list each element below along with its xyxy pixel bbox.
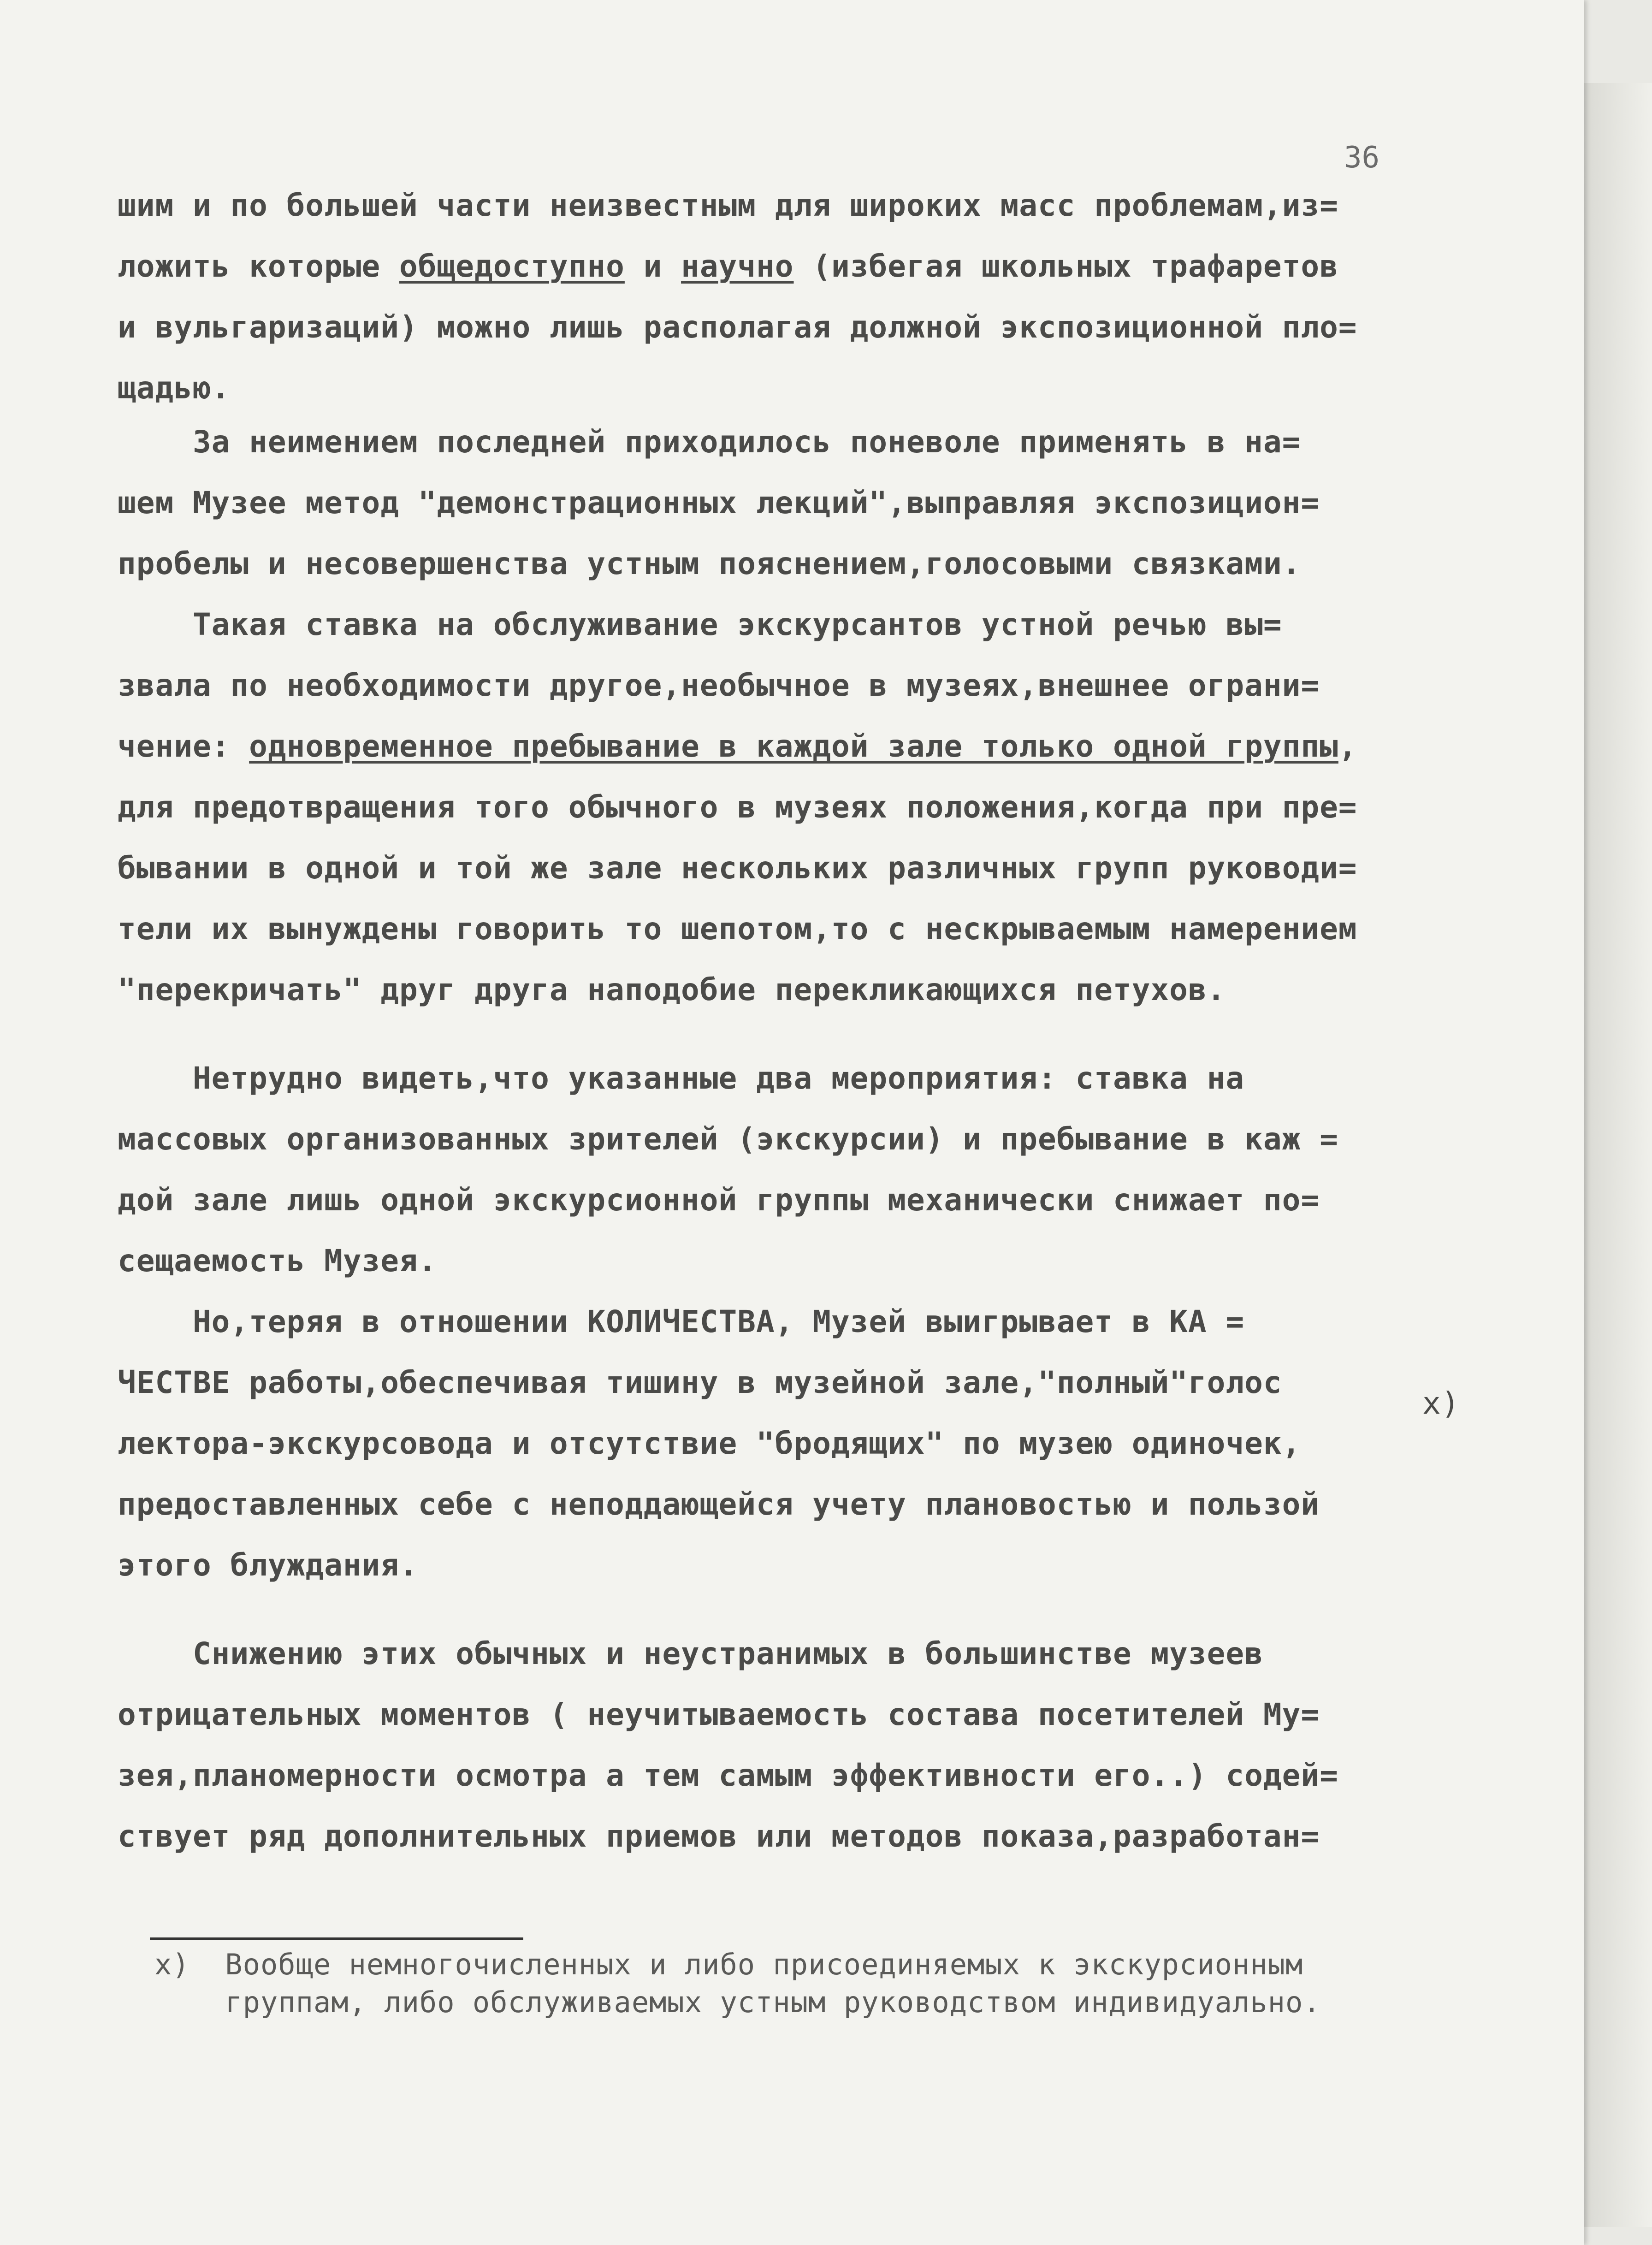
underlined-phrase: одновременное пребывание в каждой зале только одной группы bbox=[249, 729, 1338, 764]
underlined-word: научно bbox=[681, 249, 794, 284]
text-line: звала по необходимости другое,необычное в музеях,внешнее ограни= bbox=[118, 668, 1320, 703]
text-line: и вульгаризаций) можно лишь располагая должной экспозиционной пло= bbox=[118, 309, 1357, 345]
text-line: ложить которые общедоступно и научно (избегая школьных трафаретов bbox=[118, 249, 1338, 284]
text-line: этого блуждания. bbox=[118, 1547, 418, 1583]
text-line: для предотвращения того обычного в музеях положения,когда при пре= bbox=[118, 789, 1357, 825]
main-text bbox=[118, 175, 1460, 1867]
text-line: сещаемость Музея. bbox=[118, 1243, 437, 1279]
footnote bbox=[154, 1946, 1515, 2021]
footnote-marker: x) bbox=[1422, 1386, 1460, 1421]
text-line: "перекричать" друг друга наподобие перекликающихся петухов. bbox=[118, 972, 1226, 1007]
footnote-line: группам, либо обслуживаемых устным руководством индивидуально. bbox=[154, 1985, 1321, 2019]
text-line: Снижению этих обычных и неустранимых в большинстве музеев bbox=[118, 1636, 1263, 1671]
text-line: пробелы и несовершенства устным пояснением,голосовыми связками. bbox=[118, 546, 1301, 581]
text-line: Но,теряя в отношении КОЛИЧЕСТВА, Музей выигрывает в КА = bbox=[118, 1304, 1245, 1339]
underlying-sheet-edge bbox=[1577, 83, 1652, 2227]
text-line: предоставленных себе с неподдающейся учету плановостью и пользой bbox=[118, 1487, 1320, 1522]
text-line: Такая ставка на обслуживание экскурсантов устной речью вы= bbox=[118, 607, 1282, 642]
underlined-word: общедоступно bbox=[399, 249, 625, 284]
text-line: дой зале лишь одной экскурсионной группы механически снижает по= bbox=[118, 1182, 1320, 1218]
text-line: шем Музее метод "демонстрационных лекций",выправляя экспозицион= bbox=[118, 485, 1320, 521]
footnote-line: x) Вообще немногочисленных и либо присоединяемых к экскурсионным bbox=[154, 1948, 1303, 1981]
text-line: бывании в одной и той же зале нескольких различных групп руководи= bbox=[118, 850, 1357, 886]
text-line: чение: одновременное пребывание в каждой зале только одной группы, bbox=[118, 729, 1357, 764]
text-line: ствует ряд дополнительных приемов или методов показа,разработан= bbox=[118, 1819, 1320, 1854]
text-line: щадью. bbox=[118, 370, 231, 406]
text-line: зея,планомерности осмотра а тем самым эффективности его..) содей= bbox=[118, 1758, 1338, 1793]
footnote-divider bbox=[150, 1937, 523, 1940]
text-line: За неимением последней приходилось поневоле применять в на= bbox=[118, 424, 1301, 460]
text-line: Нетрудно видеть,что указанные два мероприятия: ставка на bbox=[118, 1060, 1245, 1096]
text-line: ЧЕСТВЕ работы,обеспечивая тишину в музейной зале,"полный"голос x) bbox=[118, 1352, 1455, 1413]
text-line: шим и по большей части неизвестным для широких масс проблемам,из= bbox=[118, 188, 1338, 223]
text-line: тели их вынуждены говорить то шепотом,то с нескрываемым намерением bbox=[118, 911, 1357, 947]
text-line: массовых организованных зрителей (экскурсии) и пребывание в каж = bbox=[118, 1121, 1338, 1157]
text-line: лектора-экскурсовода и отсутствие "бродящих" по музею одиночек, bbox=[118, 1426, 1301, 1461]
page-number: 36 bbox=[1344, 141, 1380, 175]
text-line: отрицательных моментов ( неучитываемость состава посетителей Му= bbox=[118, 1697, 1320, 1732]
